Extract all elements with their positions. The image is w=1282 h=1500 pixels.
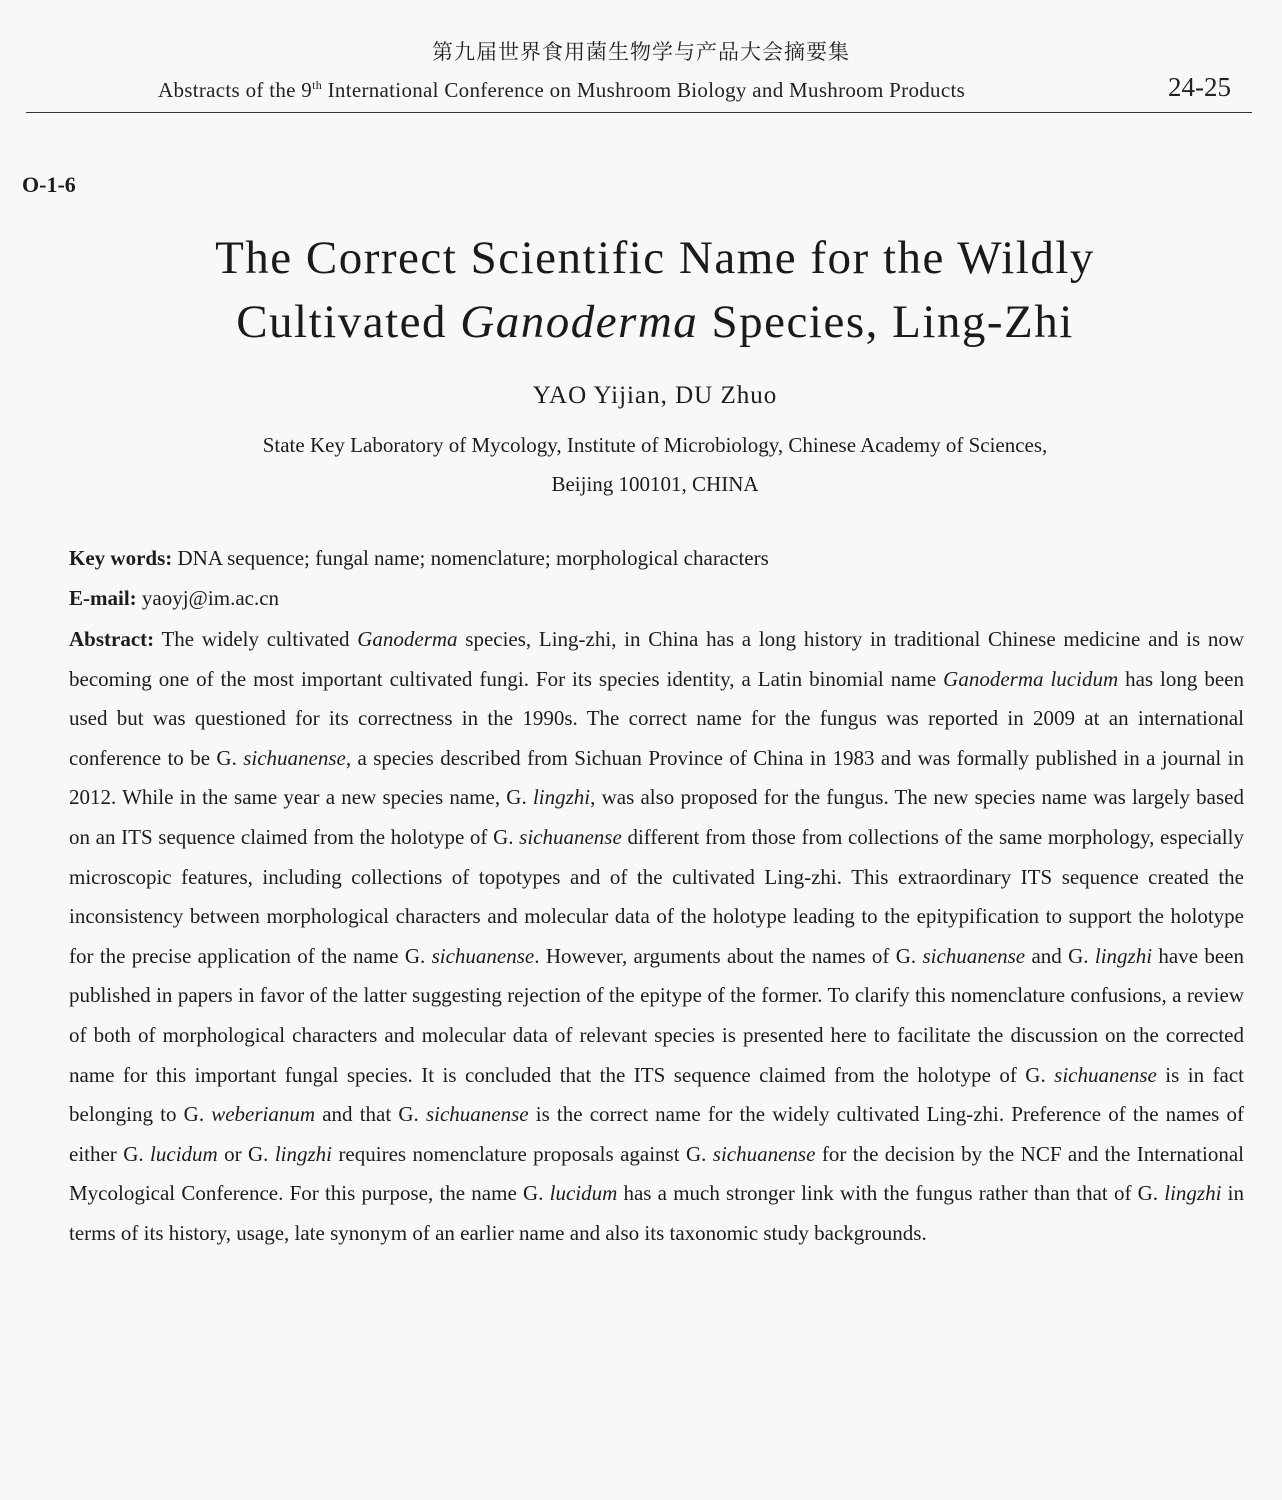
affiliation-line-1: State Key Laboratory of Mycology, Institute of Microbiology, Chinese Academy of Sciences, — [262, 433, 1048, 457]
abstract-species-name: lingzhi — [1094, 943, 1153, 968]
email-value: yaoyj@im.ac.cn — [136, 586, 280, 610]
chinese-running-header: 第九届世界食用菌生物学与产品大会摘要集 — [432, 40, 850, 64]
abstract-text: is in fact belonging to G. — [69, 1062, 1244, 1127]
abstract-species-name: lucidum — [150, 1141, 218, 1166]
abstract-text: and G. — [1025, 943, 1095, 968]
abstract-text: or G. — [217, 1141, 275, 1166]
affiliation-line-2: Beijing 100101, CHINA — [551, 472, 759, 496]
email — [69, 586, 279, 611]
abstract — [69, 620, 1244, 1254]
abstract-text: have been published in papers in favor of the latter suggesting rejection of the epitype of the former. To clarify this nomenclature confusions, a review of both of morphological characters and molecular data of relevant species is presented here to facilitate the discussion on the corrected name for this important fungal species. It is concluded that the ITS sequence claimed from the holotype of G. — [69, 943, 1244, 1087]
abstract-species-name: sichuanense — [425, 1102, 529, 1127]
abstract-species-name: sichuanense — [519, 824, 622, 849]
abstract-species-name: sichuanense — [712, 1141, 816, 1166]
abstract-species-name: sichuanense — [1054, 1062, 1157, 1087]
abstract-text: requires nomenclature proposals against G. — [332, 1141, 713, 1166]
keywords-value: DNA sequence; fungal name; nomenclature; morphological characters — [172, 546, 769, 570]
abstract-text: , a species described from Sichuan Province of China in 1983 and was formally published in a journal in 2012. While in the same year a new species name, G. — [69, 745, 1244, 810]
abstract-text: in terms of its history, usage, late synonym of an earlier name and also its taxonomic study backgrounds. — [69, 1181, 1244, 1245]
abstract-text: is the correct name for the widely cultivated Ling-zhi. Preference of the names of either G. — [69, 1102, 1244, 1166]
abstract-species-name: weberianum — [211, 1102, 316, 1127]
abstract-species-name: Ganoderma — [357, 627, 458, 651]
abstract-text: for the decision by the NCF and the International Mycological Conference. For this purpose, the name G. — [69, 1141, 1244, 1206]
section-number: O-1-6 — [22, 172, 76, 197]
affiliation — [0, 426, 1282, 504]
abstract-species-name: lingzhi — [274, 1141, 333, 1166]
abstract-species-name: sichuanense — [243, 745, 346, 770]
title-genus-italic: Ganoderma — [460, 296, 699, 348]
header-text-before: Abstracts of the 9 — [158, 78, 313, 102]
header-superscript: th — [312, 78, 323, 92]
abstract-species-name: sichuanense — [431, 943, 535, 968]
title-line-2 — [0, 290, 1282, 354]
abstract-text: . However, arguments about the names of G. — [534, 943, 923, 968]
article-title — [0, 226, 1282, 354]
email-label: E-mail: — [69, 586, 137, 610]
abstract-species-name: lucidum — [549, 1181, 618, 1206]
keywords — [69, 546, 769, 571]
keywords-label: Key words: — [69, 546, 173, 570]
header-text-after: International Conference on Mushroom Biology and Mushroom Products — [322, 78, 966, 102]
abstract-species-name: Ganoderma lucidum — [943, 666, 1119, 691]
title-line-2-end: Species, Ling-Zhi — [698, 296, 1074, 348]
abstract-text: and that G. — [315, 1102, 426, 1127]
authors: YAO Yijian, DU Zhuo — [532, 382, 778, 409]
abstract-text: different from those from collections of the same morphology, especially microscopic features, including collections of topotypes and of the cultivated Ling-zhi. This extraordinary ITS sequence created the inconsistency between morphological characters and molecular data of the holotype leading to the epitypification to support the holotype for the precise application of the name G. — [69, 824, 1244, 968]
abstract-species-name: lingzhi — [532, 785, 591, 810]
abstract-text: has a much stronger link with the fungus rather than that of G. — [617, 1181, 1165, 1206]
abstract-text: , was also proposed for the fungus. The new species name was largely based on an ITS sequence claimed from the holotype of G. — [69, 785, 1244, 849]
title-line-1: The Correct Scientific Name for the Wildly — [215, 232, 1095, 284]
abstract-species-name: sichuanense — [922, 943, 1026, 968]
title-line-2-start: Cultivated — [236, 296, 461, 348]
abstract-text: species, Ling-zhi, in China has a long history in traditional Chinese medicine and is now becoming one of the most important cultivated fungi. For its species identity, a Latin binomial name — [69, 627, 1244, 691]
header-rule — [26, 112, 1252, 113]
english-running-header — [158, 78, 965, 103]
page-numbers: 24-25 — [1168, 72, 1231, 102]
abstract-body — [69, 627, 1244, 1245]
abstract-label: Abstract: — [69, 627, 155, 651]
abstract-text: has long been used but was questioned for its correctness in the 1990s. The correct name for the fungus was reported in 2009 at an international conference to be G. — [69, 666, 1244, 770]
abstract-species-name: lingzhi — [1164, 1181, 1222, 1206]
abstract-text: The widely cultivated — [154, 627, 358, 651]
